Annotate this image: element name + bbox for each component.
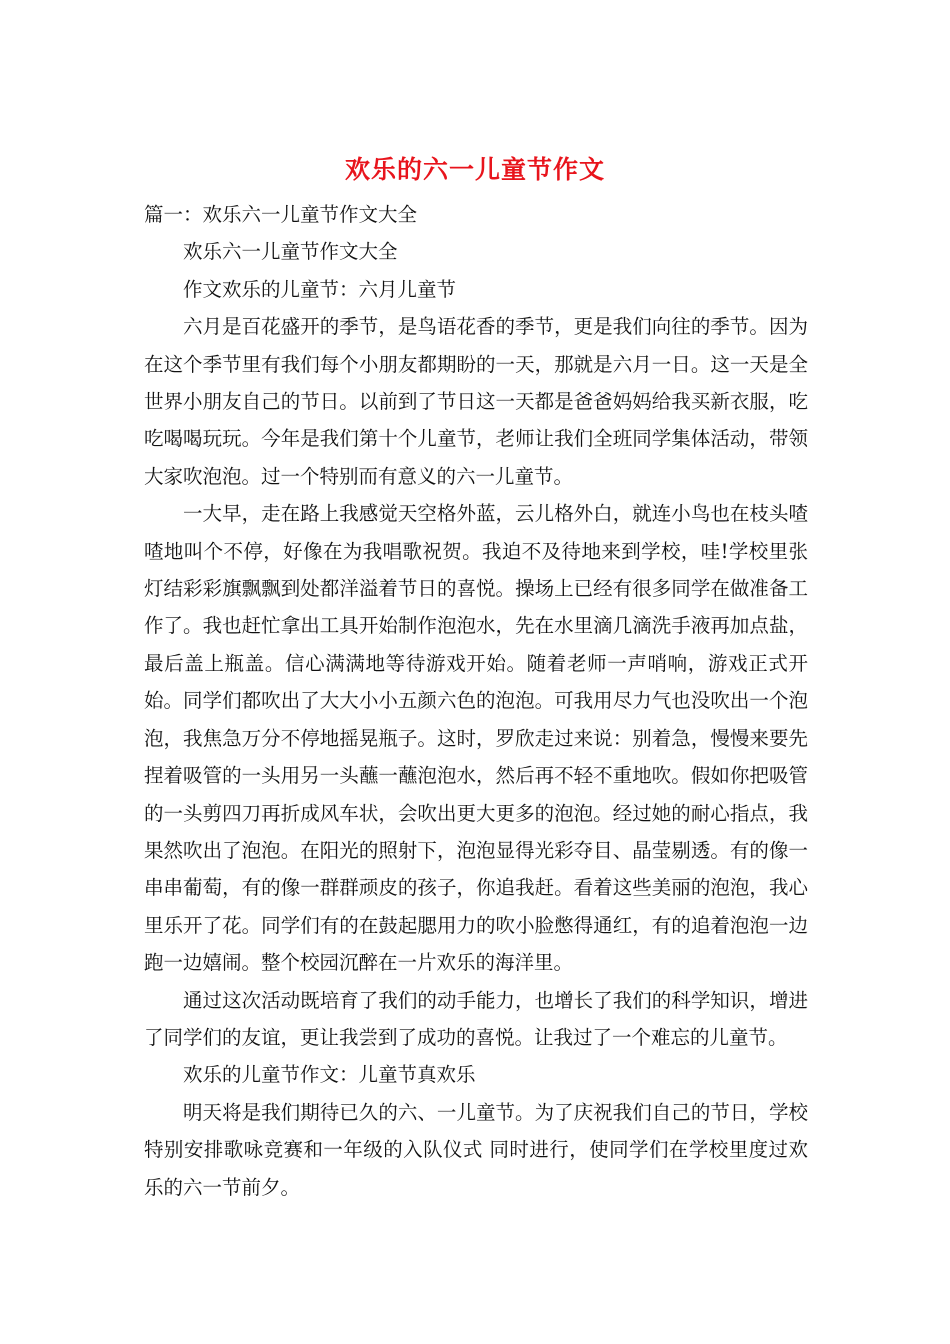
document-body (144, 196, 808, 1206)
document-title: 欢乐的六一儿童节作文 (344, 155, 605, 184)
essay-title: 作文欢乐的儿童节：六月儿童节 (183, 277, 457, 301)
paragraph: 通过这次活动既培育了我们的动手能力，也增长了我们的科学知识，增进了同学们的友谊，更让我尝到了成功的喜悦。让我过了一个难忘的儿童节。 (144, 988, 808, 1049)
paragraph: 一大早，走在路上我感觉天空格外蓝，云儿格外白，就连小鸟也在枝头喳喳地叫个不停，好像在为我唱歌祝贺。我迫不及待地来到学校，哇!学校里张灯结彩彩旗飘飘到处都洋溢着节日的喜悦。操场上已经有很多同学在做准备工作了。我也赶忙拿出工具开始制作泡泡水，先在水里滴几滴洗手液再加点盐，最后盖上瓶盖。信心满满地等待游戏开始。随着老师一声哨响，游戏正式开始。同学们都吹出了大大小小五颜六色的泡泡。可我用尽力气也没吹出一个泡泡，我焦急万分不停地摇晃瓶子。这时，罗欣走过来说：别着急，慢慢来要先捏着吸管的一头用另一头蘸一蘸泡泡水，然后再不轻不重地吹。假如你把吸管的一头剪四刀再折成风车状，会吹出更大更多的泡泡。经过她的耐心指点，我果然吹出了泡泡。在阳光的照射下，泡泡显得光彩夺目、晶莹剔透。有的像一串串葡萄，有的像一群群顽皮的孩子，你追我赶。看着这些美丽的泡泡，我心里乐开了花。同学们有的在鼓起腮用力的吹小脸憋得通红，有的追着泡泡一边跑一边嬉闹。整个校园沉醉在一片欢乐的海洋里。 (144, 502, 808, 975)
section-heading: 篇一：欢乐六一儿童节作文大全 (144, 203, 418, 226)
paragraph: 明天将是我们期待已久的六、一儿童节。为了庆祝我们自己的节日，学校特别安排歌咏竞赛和一年级的入队仪式 同时进行，使同学们在学校里度过欢乐的六一节前夕。 (144, 1100, 808, 1199)
paragraph: 六月是百花盛开的季节，是鸟语花香的季节，更是我们向往的季节。因为在这个季节里有我们每个小朋友都期盼的一天，那就是六月一日。这一天是全世界小朋友自己的节日。以前到了节日这一天都是爸爸妈妈给我买新衣服，吃吃喝喝玩玩。今年是我们第十个儿童节，老师让我们全班同学集体活动，带领大家吹泡泡。过一个特别而有意义的六一儿童节。 (144, 315, 808, 488)
subheading: 欢乐六一儿童节作文大全 (183, 240, 398, 264)
essay-title: 欢乐的儿童节作文：儿童节真欢乐 (183, 1063, 476, 1087)
